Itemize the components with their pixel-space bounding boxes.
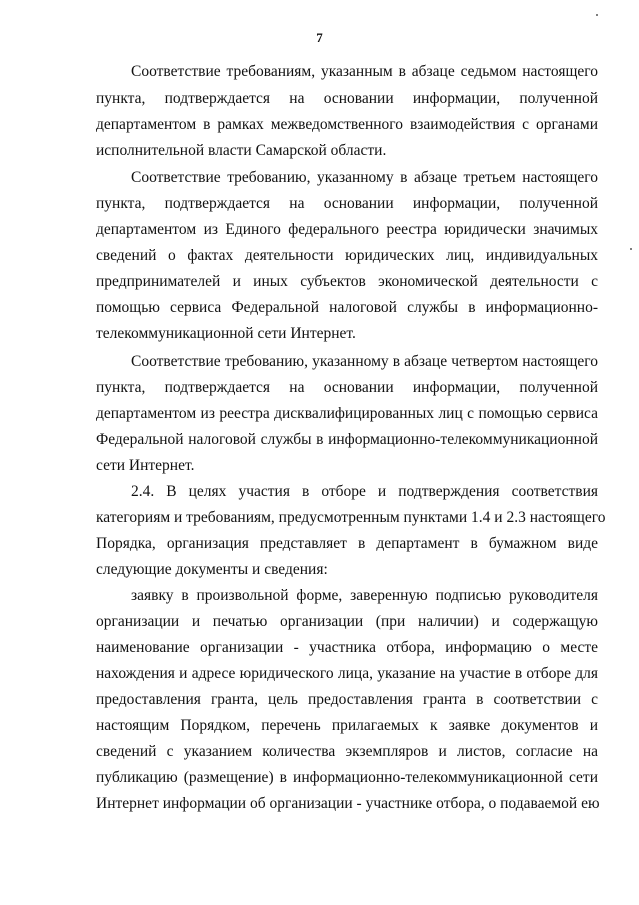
page-number: 7: [316, 30, 323, 45]
paragraph-3-line-1: Соответствие требованию, указанному в абзаце четвертом настоящего: [131, 353, 598, 370]
paragraph-1-line-4: исполнительной власти Самарской области.: [96, 142, 387, 159]
paragraph-1-line-2: пункта, подтверждается на основании информации, полученной: [96, 90, 598, 107]
paragraph-4-line-3: Порядка, организация представляет в департамент в бумажном виде: [96, 535, 598, 552]
paragraph-2-line-1: Соответствие требованию, указанному в абзаце третьем настоящего: [131, 169, 598, 186]
paragraph-5-line-6: настоящим Порядком, перечень прилагаемых к заявке документов и: [96, 717, 598, 734]
paragraph-2-line-7: телекоммуникационной сети Интернет.: [96, 325, 356, 342]
scan-speck: [630, 248, 632, 250]
paragraph-2-line-5: предпринимателей и иных субъектов экономической деятельности с: [96, 273, 598, 290]
paragraph-5-line-2: организации и печатью организации (при наличии) и содержащую: [96, 613, 598, 630]
paragraph-5-line-8: публикацию (размещение) в информационно-телекоммуникационной сети: [96, 769, 598, 786]
paragraph-3-line-5: сети Интернет.: [96, 457, 195, 474]
paragraph-5-line-9: Интернет информации об организации - участнике отбора, о подаваемой ею: [96, 795, 600, 812]
paragraph-1-line-1: Соответствие требованиям, указанным в абзаце седьмом настоящего: [131, 63, 598, 80]
paragraph-5-line-7: сведений с указанием количества экземпляров и листов, согласие на: [96, 743, 598, 760]
paragraph-2-line-6: помощью сервиса Федеральной налоговой службы в информационно-: [96, 299, 598, 316]
paragraph-5-line-5: предоставления гранта, цель предоставления гранта в соответствии с: [96, 691, 598, 708]
paragraph-5-line-4: нахождения и адресе юридического лица, указание на участие в отборе для: [96, 665, 598, 682]
paragraph-2-line-4: сведений о фактах деятельности юридических лиц, индивидуальных: [96, 247, 598, 264]
paragraph-3-line-3: департаментом из реестра дисквалифицированных лиц с помощью сервиса: [96, 405, 598, 422]
paragraph-1-line-3: департаментом в рамках межведомственного взаимодействия с органами: [96, 116, 598, 133]
paragraph-4-line-1: 2.4. В целях участия в отборе и подтверждения соответствия: [131, 483, 598, 500]
paragraph-4-line-4: следующие документы и сведения:: [96, 561, 328, 578]
paragraph-2-line-3: департаментом из Единого федерального реестра юридически значимых: [96, 221, 598, 238]
paragraph-5-line-3: наименование организации - участника отбора, информацию о месте: [96, 639, 598, 656]
paragraph-3-line-4: Федеральной налоговой службы в информационно-телекоммуникационной: [96, 431, 598, 448]
paragraph-3-line-2: пункта, подтверждается на основании информации, полученной: [96, 379, 598, 396]
paragraph-5-line-1: заявку в произвольной форме, заверенную подписью руководителя: [131, 587, 598, 604]
paragraph-4-line-2: категориям и требованиям, предусмотренным пунктами 1.4 и 2.3 настоящего: [96, 509, 606, 526]
paragraph-2-line-2: пункта, подтверждается на основании информации, полученной: [96, 195, 598, 212]
scan-speck: [596, 14, 598, 16]
